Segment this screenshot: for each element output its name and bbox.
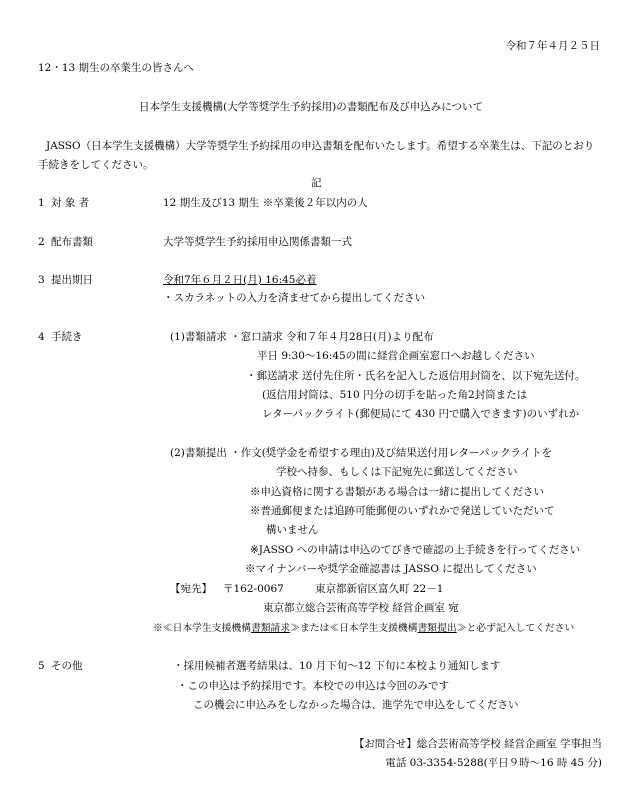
other-note-2: ・この申込は予約採用です。本校での申込は今回のみです bbox=[177, 680, 450, 692]
other-note-1: ・採用候補者選考結果は、10 月下旬～12 下旬に本校より通知します bbox=[173, 660, 501, 672]
address-zip: 〒162-0067 bbox=[223, 583, 284, 595]
submission-1: (2)書類提出 ・作文(奨学金を希望する理由)及び結果送付用レターパックライトを bbox=[170, 447, 553, 459]
request-mail: ・郵送請求 送付先住所・氏名を記入した返信用封筒を、以下宛先送付。 bbox=[246, 370, 586, 382]
submission-note-5: ※マイナンバーや奨学金確認書は JASSO に提出してください bbox=[245, 563, 537, 575]
mark-post: ≫と必ず記入してください bbox=[456, 623, 575, 634]
other-note-3: この機会に申込みをしなかった場合は、進学先で申込をしてください bbox=[193, 699, 519, 711]
recipient: 12・13 期生の卒業生の皆さんへ bbox=[38, 62, 194, 74]
section-1-label: 対 象 者 bbox=[51, 197, 90, 209]
issue-date: 令和７年４月２５日 bbox=[505, 40, 600, 52]
section-3-number: 3 bbox=[38, 274, 45, 286]
notice-title: 日本学生支援機構(大学等奨学生予約採用)の書類配布及び申込みについて bbox=[139, 101, 483, 113]
deadline: 令和7年６月２日(月) 16:45必着 bbox=[163, 274, 317, 286]
intro-line-1: JASSO（日本学生支援機構）大学等奨学生予約採用の申込書類を配布いたします。希望する卒業生は、下記のとおり bbox=[46, 140, 595, 152]
submission-note-2: ※普通郵便または追跡可能郵便のいずれかで発送していただいて bbox=[250, 505, 555, 517]
request-window-hours: 平日 9:30～16:45の間に経営企画室窓口へお越しください bbox=[257, 350, 535, 362]
mark-request: 書類請求 bbox=[250, 623, 291, 634]
contact: 【お問合せ】総合芸術高等学校 経営企画室 学事担当 bbox=[353, 738, 602, 750]
mark-submit: 書類提出 bbox=[417, 623, 457, 634]
ki-heading: 記 bbox=[311, 177, 322, 189]
return-envelope-1: (返信用封筒は、510 円分の切手を貼った角2封筒または bbox=[262, 389, 528, 401]
submission-2: 学校へ持参、もしくは下記宛先に郵送してください bbox=[276, 466, 518, 478]
mark-mid: ≫または≪日本学生支援機構 bbox=[290, 623, 418, 634]
submission-note-3: 構いません bbox=[266, 524, 319, 536]
section-4-label: 手続き bbox=[51, 331, 83, 343]
section-2-value: 大学等奨学生予約採用申込関係書類一式 bbox=[163, 236, 352, 248]
section-5-label: その他 bbox=[51, 660, 83, 672]
return-envelope-2: レターパックライト(郵便局にて 430 円で購入できます)のいずれか bbox=[262, 408, 580, 420]
address-street: 東京都新宿区富久町 22－1 bbox=[315, 583, 444, 595]
deadline-note: ・スカラネットの入力を済ませてから提出してください bbox=[163, 292, 426, 304]
mark-instruction bbox=[153, 622, 574, 635]
phone: 電話 03-3354-5288(平日９時～16 時 45 分) bbox=[385, 757, 602, 769]
submission-note-4: ※JASSO への申請は申込のてびきで確認の上手続きを行ってください bbox=[250, 544, 581, 556]
section-3-label: 提出期日 bbox=[51, 274, 93, 286]
address-label: 【宛先】 bbox=[170, 583, 212, 595]
intro-line-2: 手続きをしてください。 bbox=[38, 159, 154, 171]
mark-pre: ※≪日本学生支援機構 bbox=[153, 623, 251, 634]
section-2-label: 配布書類 bbox=[51, 236, 93, 248]
request-window: (1)書類請求 ・窓口請求 令和７年４月28日(月)より配布 bbox=[170, 331, 434, 343]
section-2-number: 2 bbox=[38, 236, 45, 248]
section-4-number: 4 bbox=[38, 331, 45, 343]
address-org: 東京都立総合芸術高等学校 経営企画室 宛 bbox=[263, 602, 459, 614]
section-5-number: 5 bbox=[38, 660, 45, 672]
section-1-number: 1 bbox=[38, 197, 45, 209]
submission-note-1: ※申込資格に関する書類がある場合は一緒に提出してください bbox=[250, 486, 544, 498]
section-1-value: 12 期生及び13 期生 ※卒業後２年以内の人 bbox=[163, 197, 368, 209]
